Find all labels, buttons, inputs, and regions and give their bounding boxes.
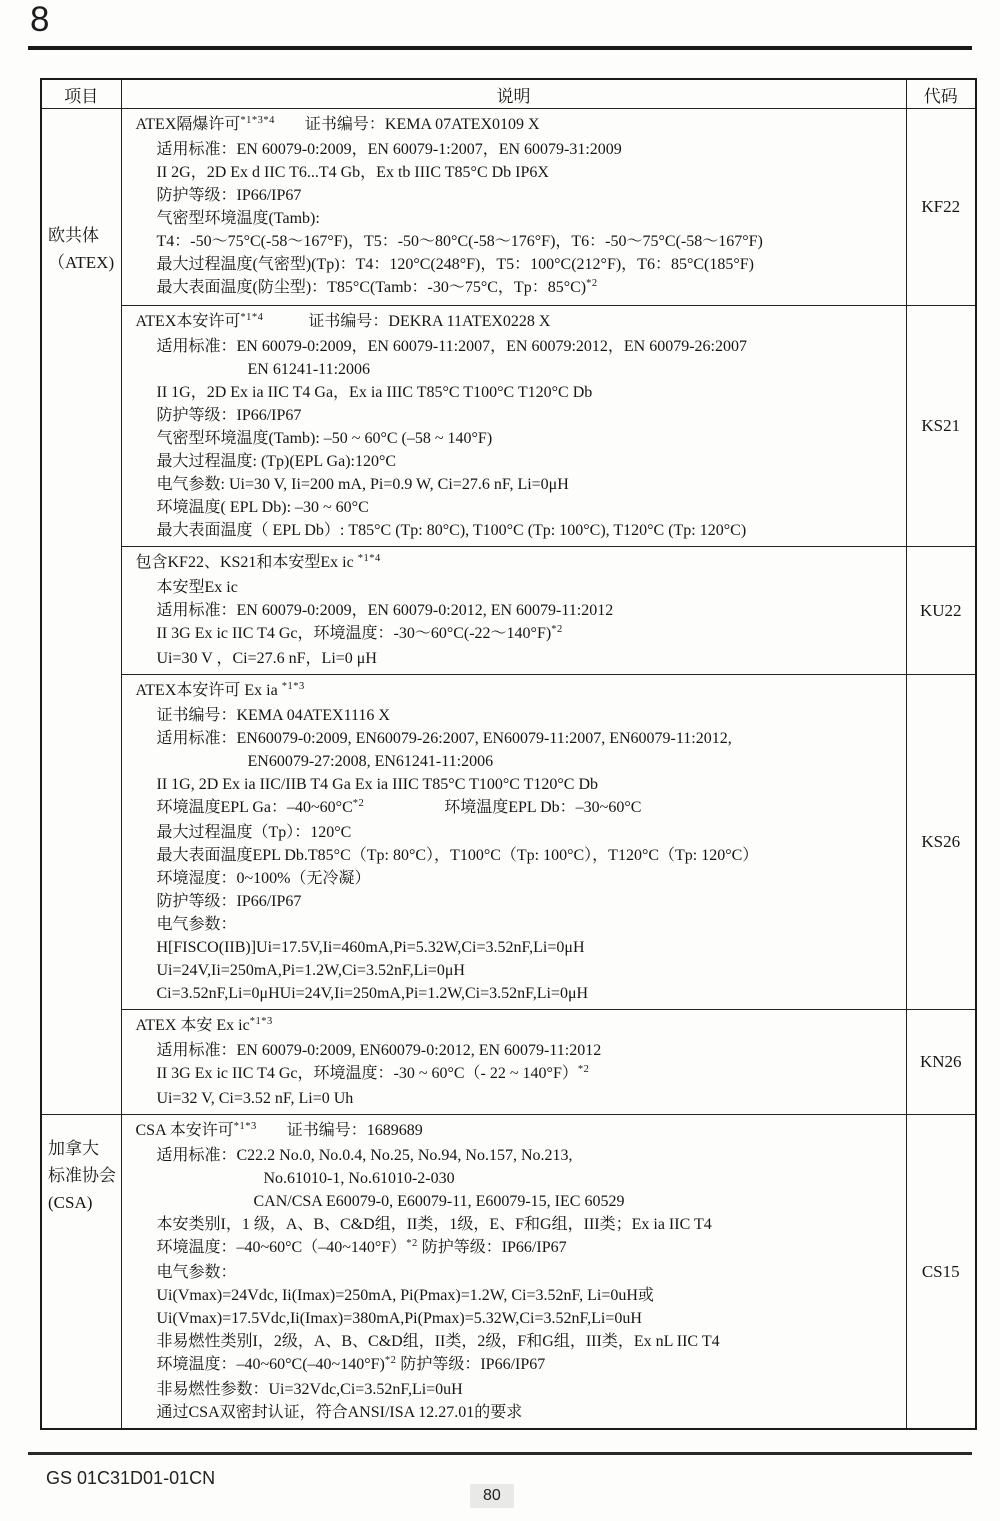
spec-line: 非易燃性类别I，2级，A、B、C&D组，II类，2级，F和G组，III类，Ex nL IIC T4 <box>156 1333 720 1350</box>
spec-line: 防护等级：IP66/IP67 <box>156 187 302 204</box>
spec-line: Ui=30 V ，Ci=27.6 nF，Li=0 μH <box>156 650 377 667</box>
spec-line: ATEX本安许可 Ex ia $^{*1*3}$ <box>135 681 305 699</box>
table-header-row <box>41 79 976 109</box>
spec-line: 适用标准：EN60079-0:2009, EN60079-26:2007, EN60079-11:2007, EN60079-11:2012, <box>156 730 732 747</box>
spec-line: 环境温度( EPL Db): –30 ~ 60°C <box>156 499 369 516</box>
spec-line: 防护等级：IP66/IP67 <box>156 407 302 424</box>
spec-line: 适用标准：C22.2 No.0, No.0.4, No.25, No.94, No.157, No.213, <box>156 1147 573 1164</box>
spec-line: 通过CSA双密封认证，符合ANSI/ISA 12.27.01的要求 <box>156 1404 523 1421</box>
spec-line: 最大过程温度: (Tp)(EPL Ga):120°C <box>156 453 397 470</box>
spec-line: Ui=32 V, Ci=3.52 nF, Li=0 Uh <box>156 1090 354 1107</box>
spec-line: II 1G, 2D Ex ia IIC/IIB T4 Ga Ex ia IIIC T85°C T100°C T120°C Db <box>156 776 599 793</box>
spec-line: EN 61241-11:2006 <box>247 361 371 378</box>
description-cell-kf22 <box>121 109 906 306</box>
description-cell-ks26 <box>121 675 906 1010</box>
spec-line: CSA 本安许可$^{*1*3}$ 证书编号：1689689 <box>135 1121 423 1139</box>
spec-row-cs15 <box>41 1115 976 1430</box>
spec-line: T4：-50～75°C(-58～167°F)，T5：-50～80°C(-58～176°F)，T6：-50～75°C(-58～167°F) <box>156 233 763 250</box>
item-label-line: 加拿大 <box>48 1139 99 1158</box>
description-cell-ku22 <box>121 547 906 675</box>
description-cell-cs15 <box>121 1115 906 1430</box>
code-cell-ks21: KS21 <box>906 306 976 547</box>
code-cell-kf22: KF22 <box>906 109 976 306</box>
spec-line: 气密型环境温度(Tamb): –50 ~ 60°C (–58 ~ 140°F) <box>156 430 493 447</box>
item-label-line: 欧共体 <box>48 226 99 245</box>
spec-line: No.61010-1, No.61010-2-030 <box>263 1170 455 1187</box>
spec-line: ATEX隔爆许可$^{*1*3*4}$ 证书编号：KEMA 07ATEX0109 X <box>135 115 540 133</box>
spec-row-kn26 <box>41 1010 976 1115</box>
spec-line: 适用标准：EN 60079-0:2009，EN 60079-0:2012, EN 60079-11:2012 <box>156 602 614 619</box>
spec-line: 本安类别I，1 级，A、B、C&D组，II类，1级，E、F和G组，III类；Ex ia IIC T4 <box>156 1216 712 1233</box>
column-header-item: 项目 <box>41 79 121 109</box>
spec-line: 最大过程温度(气密型)(Tp)：T4：120°C(248°F)，T5：100°C(212°F)，T6：85°C(185°F) <box>156 256 754 273</box>
spec-line: 证书编号：KEMA 04ATEX1116 X <box>156 707 390 724</box>
spec-line: 本安型Ex ic <box>156 579 238 596</box>
spec-line: 环境温度：–40~60°C（–40~140°F）$^{*2}$ 防护等级：IP66/IP67 <box>156 1238 567 1256</box>
spec-line: 最大表面温度EPL Db.T85°C（Tp: 80°C），T100°C（Tp: 100°C），T120°C（Tp: 120°C） <box>156 847 759 864</box>
spec-line: 电气参数： <box>156 916 237 933</box>
spec-line: 最大表面温度(防尘型)：T85°C(Tamb：-30～75°C，Tp：85°C)$^{*2}$ <box>156 278 598 296</box>
spec-line: 环境温度：–40~60°C(–40~140°F)$^{*2}$ 防护等级：IP66/IP67 <box>156 1355 546 1373</box>
spec-line: Ui(Vmax)=17.5Vdc,Ii(Imax)=380mA,Pi(Pmax)=5.32W,Ci=3.52nF,Li=0uH <box>156 1310 642 1327</box>
spec-line: 环境温度EPL Ga：$-40\sim 60^\circ C^{*2}$ 环境温度EPL Db：–30~60°C <box>156 798 642 816</box>
spec-line: EN60079-27:2008, EN61241-11:2006 <box>247 753 494 770</box>
code-cell-ks26: KS26 <box>906 675 976 1010</box>
column-header-description: 说明 <box>121 79 906 109</box>
spec-line: ATEX本安许可$^{*1*4}$ 证书编号：DEKRA 11ATEX0228 X <box>135 312 551 330</box>
code-cell-kn26: KN26 <box>906 1010 976 1115</box>
spec-line: II 2G，2D Ex d IIC T6...T4 Gb，Ex tb IIIC T85°C Db IP6X <box>156 164 549 181</box>
spec-row-ks26 <box>41 675 976 1010</box>
spec-line: 适用标准：EN 60079-0:2009，EN 60079-1:2007，EN 60079-31:2009 <box>156 141 622 158</box>
spec-line: ATEX 本安 Ex $ic^{*1*3}$ <box>135 1016 273 1034</box>
item-cell-atex <box>41 109 121 1115</box>
spec-line: 包含KF22、KS21和本安型Ex ic $^{*1*4}$ <box>135 553 381 571</box>
spec-line: 电气参数: Ui=30 V, Ii=200 mA, Pi=0.9 W, Ci=27.6 nF, Li=0μH <box>156 476 569 493</box>
spec-line: 防护等级：IP66/IP67 <box>156 893 302 910</box>
item-cell-csa <box>41 1115 121 1430</box>
spec-line: 适用标准：EN 60079-0:2009，EN 60079-11:2007，EN 60079:2012，EN 60079-26:2007 <box>156 338 747 355</box>
spec-row-kf22 <box>41 109 976 306</box>
top-rule <box>28 46 972 50</box>
spec-line: 环境湿度：0~100%（无冷凝） <box>156 870 371 887</box>
spec-line: II 3G Ex ic IIC T4 Gc，环境温度：-30 ~ 60°C（- 22 ~ 140°F）$^{*2}$ <box>156 1064 590 1082</box>
description-cell-ks21 <box>121 306 906 547</box>
spec-line: CAN/CSA E60079-0, E60079-11, E60079-15, IEC 60529 <box>253 1193 625 1210</box>
certification-table <box>40 78 977 1430</box>
spec-line: H[FISCO(IIB)]Ui=17.5V,Ii=460mA,Pi=5.32W,Ci=3.52nF,Li=0μH <box>156 939 585 956</box>
spec-row-ku22 <box>41 547 976 675</box>
spec-row-ks21 <box>41 306 976 547</box>
spec-line: Ui=24V,Ii=250mA,Pi=1.2W,Ci=3.52nF,Li=0μH <box>156 962 465 979</box>
spec-line: II 1G，2D Ex ia IIC T4 Ga，Ex ia IIIC T85°C T100°C T120°C Db <box>156 384 593 401</box>
page-number-bottom: 80 <box>470 1484 514 1508</box>
spec-line: 非易燃性参数：Ui=32Vdc,Ci=3.52nF,Li=0uH <box>156 1381 463 1398</box>
item-label-line: (CSA) <box>48 1193 93 1212</box>
spec-line: 最大过程温度（Tp）：120°C <box>156 824 352 841</box>
item-label-line: 标准协会 <box>48 1166 116 1185</box>
spec-line: 最大表面温度（ EPL Db）: T85°C (Tp: 80°C), T100°C (Tp: 100°C), T120°C (Tp: 120°C) <box>156 522 747 539</box>
item-label-line: （ATEX) <box>48 253 115 272</box>
code-cell-cs15: CS15 <box>906 1115 976 1430</box>
page-number-top: 8 <box>30 0 50 39</box>
spec-line: 适用标准：EN 60079-0:2009, EN60079-0:2012, EN 60079-11:2012 <box>156 1042 602 1059</box>
spec-line: 电气参数： <box>156 1264 237 1281</box>
description-cell-kn26 <box>121 1010 906 1115</box>
column-header-code: 代码 <box>906 79 976 109</box>
spec-line: Ui(Vmax)=24Vdc, Ii(Imax)=250mA, Pi(Pmax)=1.2W, Ci=3.52nF, Li=0uH或 <box>156 1287 654 1304</box>
spec-line: 气密型环境温度(Tamb): <box>156 210 320 227</box>
code-cell-ku22: KU22 <box>906 547 976 675</box>
doc-number: GS 01C31D01-01CN <box>46 1468 216 1488</box>
spec-line: II 3G Ex ic IIC T4 Gc，环境温度：-30～60°C(-22～140°F)$^{*2}$ <box>156 624 563 642</box>
footer-rule <box>28 1452 972 1455</box>
spec-line: Ci=3.52nF,Li=0μHUi=24V,Ii=250mA,Pi=1.2W,Ci=3.52nF,Li=0μH <box>156 985 589 1002</box>
